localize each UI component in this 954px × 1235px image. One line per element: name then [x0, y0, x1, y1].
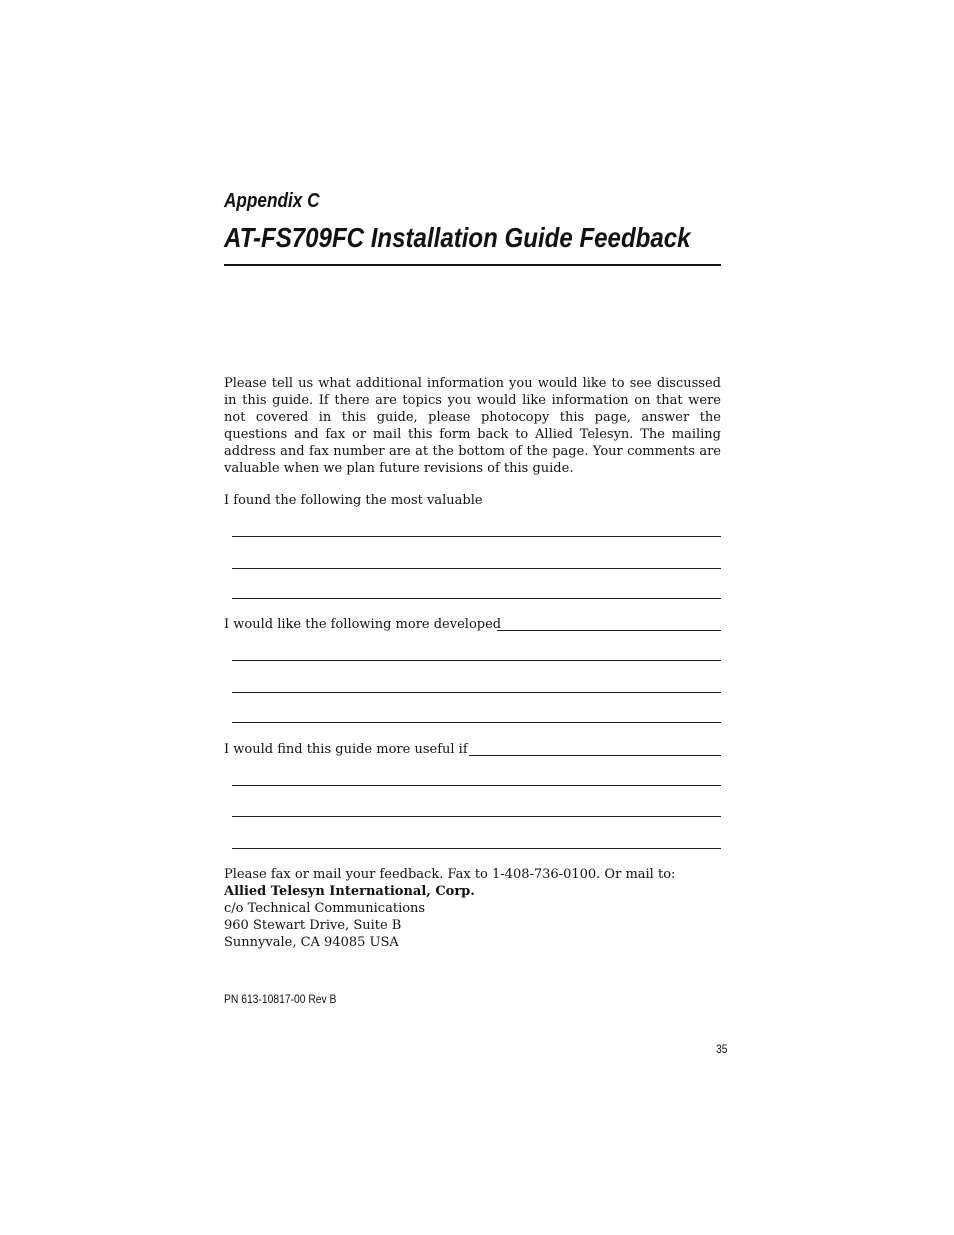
question-more-useful: I would find this guide more useful if	[224, 742, 468, 757]
city-address: Sunnyvale, CA 94085 USA	[224, 935, 399, 950]
question-most-valuable: I found the following the most valuable	[224, 493, 483, 508]
answer-line[interactable]	[232, 660, 721, 661]
answer-line[interactable]	[232, 785, 721, 786]
answer-line[interactable]	[469, 755, 721, 756]
answer-line[interactable]	[232, 816, 721, 817]
page-title: AT-FS709FC Installation Guide Feedback	[224, 222, 691, 253]
page-number: 35	[716, 1042, 728, 1056]
answer-line[interactable]	[232, 692, 721, 693]
answer-line[interactable]	[232, 722, 721, 723]
question-more-developed: I would like the following more developed	[224, 617, 502, 632]
answer-line[interactable]	[232, 598, 721, 599]
answer-line[interactable]	[497, 630, 721, 631]
answer-line[interactable]	[232, 568, 721, 569]
company-name: Allied Telesyn International, Corp.	[224, 884, 475, 899]
contact-block	[224, 866, 721, 951]
part-number: PN 613-10817-00 Rev B	[224, 992, 337, 1006]
appendix-label: Appendix C	[224, 190, 320, 212]
answer-line[interactable]	[232, 536, 721, 537]
department: c/o Technical Communications	[224, 901, 426, 916]
contact-instructions: Please fax or mail your feedback. Fax to 1-408-736-0100. Or mail to:	[224, 867, 676, 882]
title-rule	[224, 264, 721, 266]
street-address: 960 Stewart Drive, Suite B	[224, 918, 402, 933]
answer-line[interactable]	[232, 848, 721, 849]
intro-paragraph: Please tell us what additional information you would like to see discussed in this guide. If there are topics you would like information on that were not covered in this guide, please photocopy this page, answer the questions and fax or mail this form back to Allied Telesyn. The mailing address and fax number are at the bottom of the page. Your comments are valuable when we plan future revisions of this guide.	[224, 376, 721, 476]
